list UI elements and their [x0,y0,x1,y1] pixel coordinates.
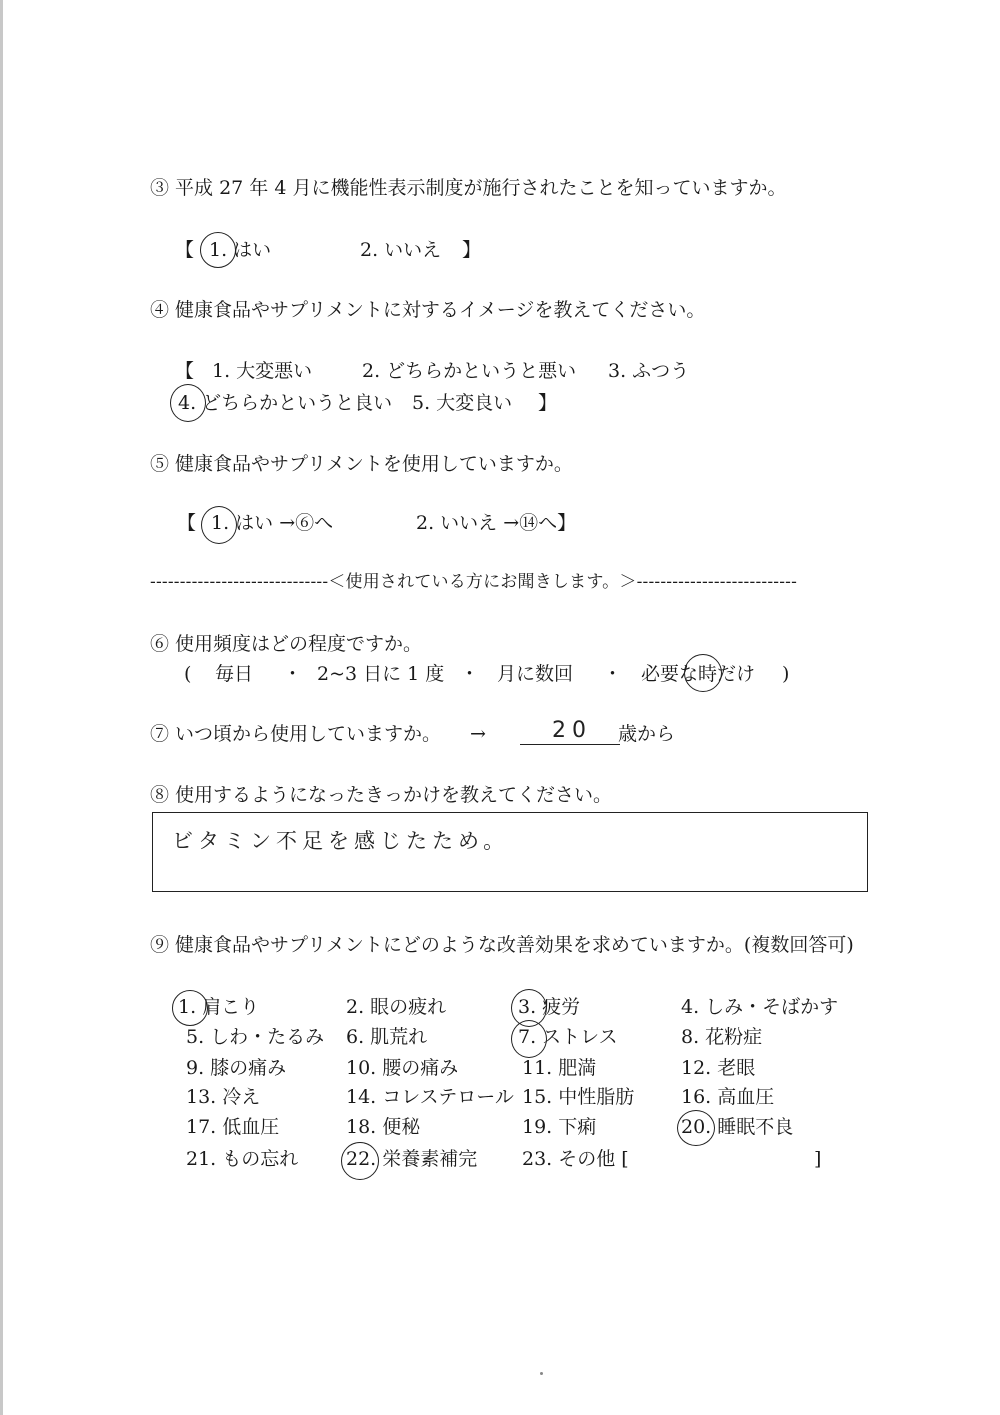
q9-option-13[interactable]: 13. 冷え [186,1086,261,1108]
q3-option-2[interactable]: 2. いいえ [360,239,442,261]
question-5: ⑤ 健康食品やサプリメントを使用していますか。 [150,453,573,475]
q3-bracket-open: 【 [175,239,195,261]
q9-circle-7 [511,1020,547,1058]
q9-option-15[interactable]: 15. 中性脂肪 [522,1086,635,1108]
q9-option-12[interactable]: 12. 老眼 [681,1057,756,1079]
q9-option-9[interactable]: 9. 膝の痛み [186,1057,287,1079]
q4-option-2[interactable]: 2. どちらかというと悪い [362,360,577,382]
q9-option-1[interactable]: 1. 肩こり [178,996,260,1018]
q4-bracket-open: 【 [175,360,195,382]
q4-option-4[interactable]: 4. どちらかというと良い [178,392,393,414]
q9-option-2[interactable]: 2. 眼の疲れ [346,996,447,1018]
q7-age-answer[interactable]: 20 [552,718,592,743]
q5-option-1[interactable]: 1. はい →⑥へ [211,512,334,534]
q9-option-17[interactable]: 17. 低血圧 [186,1116,280,1138]
q3-selection-circle [200,232,236,268]
q6-separator-3: ・ [603,663,623,685]
scan-edge [0,0,3,1415]
q3-option-1[interactable]: 1. はい [209,239,272,261]
q9-option-16[interactable]: 16. 高血圧 [681,1086,775,1108]
question-3: ③ 平成 27 年 4 月に機能性表示制度が施行されたことを知っていますか。 [150,177,787,199]
q7-arrow: → [470,723,486,745]
q9-option-10[interactable]: 10. 腰の痛み [346,1057,459,1079]
question-7: ⑦ いつ頃から使用していますか。 [150,723,442,745]
q9-option-3[interactable]: 3. 疲労 [518,996,581,1018]
question-9: ⑨ 健康食品やサプリメントにどのような改善効果を求めていますか。(複数回答可) [150,934,854,956]
q9-option-14[interactable]: 14. コレステロール [346,1086,514,1108]
q9-circle-20 [677,1110,715,1146]
q5-option-2[interactable]: 2. いいえ →⑭へ】 [416,512,577,534]
q6-paren-open: ( [184,663,192,685]
section-divider: ------------------------------＜使用されている方にお聞きします。＞--------------------------- [150,572,798,592]
q8-answer-text: ビタミン不足を感じたため。 [172,829,510,853]
q6-separator-1: ・ [283,663,303,685]
question-8: ⑧ 使用するようになったきっかけを教えてください。 [150,784,613,806]
q9-circle-1 [172,990,208,1026]
q9-option-22[interactable]: 22. 栄養素補完 [346,1148,478,1170]
q6-option-4[interactable]: 必要な時だけ [641,663,756,685]
q9-option-19[interactable]: 19. 下痢 [522,1116,597,1138]
q6-paren-close: ) [782,663,790,685]
q9-option-5[interactable]: 5. しわ・たるみ [186,1026,325,1048]
q5-selection-circle [201,506,237,544]
q6-option-3[interactable]: 月に数回 [497,663,574,685]
q9-option-23[interactable]: 23. その他 [ [522,1148,629,1170]
question-4: ④ 健康食品やサプリメントに対するイメージを教えてください。 [150,299,706,321]
q6-separator-2: ・ [460,663,480,685]
q4-option-5[interactable]: 5. 大変良い [412,392,513,414]
q4-bracket-close: 】 [538,392,558,414]
q6-option-1[interactable]: 毎日 [215,663,254,685]
q9-option-7[interactable]: 7. ストレス [518,1026,618,1048]
q7-answer-underline [520,744,620,745]
q6-option-2[interactable]: 2~3 日に 1 度 [317,663,445,685]
question-6: ⑥ 使用頻度はどの程度ですか。 [150,633,423,655]
q9-option-18[interactable]: 18. 便秘 [346,1116,421,1138]
q7-suffix: 歳から [618,723,676,745]
q9-circle-22 [341,1142,379,1180]
q9-option-20[interactable]: 20. 睡眠不良 [681,1116,794,1138]
q9-other-bracket-close: ] [814,1148,822,1170]
q4-selection-circle [170,384,206,422]
q3-bracket-close: 】 [462,239,482,261]
q9-option-6[interactable]: 6. 肌荒れ [346,1026,428,1048]
q9-option-21[interactable]: 21. もの忘れ [186,1148,299,1170]
q9-option-8[interactable]: 8. 花粉症 [681,1026,763,1048]
q5-bracket-open: 【 [177,512,197,534]
scan-speck [540,1372,543,1375]
q6-selection-circle [684,654,722,692]
q9-option-11[interactable]: 11. 肥満 [522,1057,597,1079]
q9-option-4[interactable]: 4. しみ・そばかす [681,996,839,1018]
q4-option-3[interactable]: 3. ふつう [608,360,690,382]
q4-option-1[interactable]: 1. 大変悪い [212,360,313,382]
